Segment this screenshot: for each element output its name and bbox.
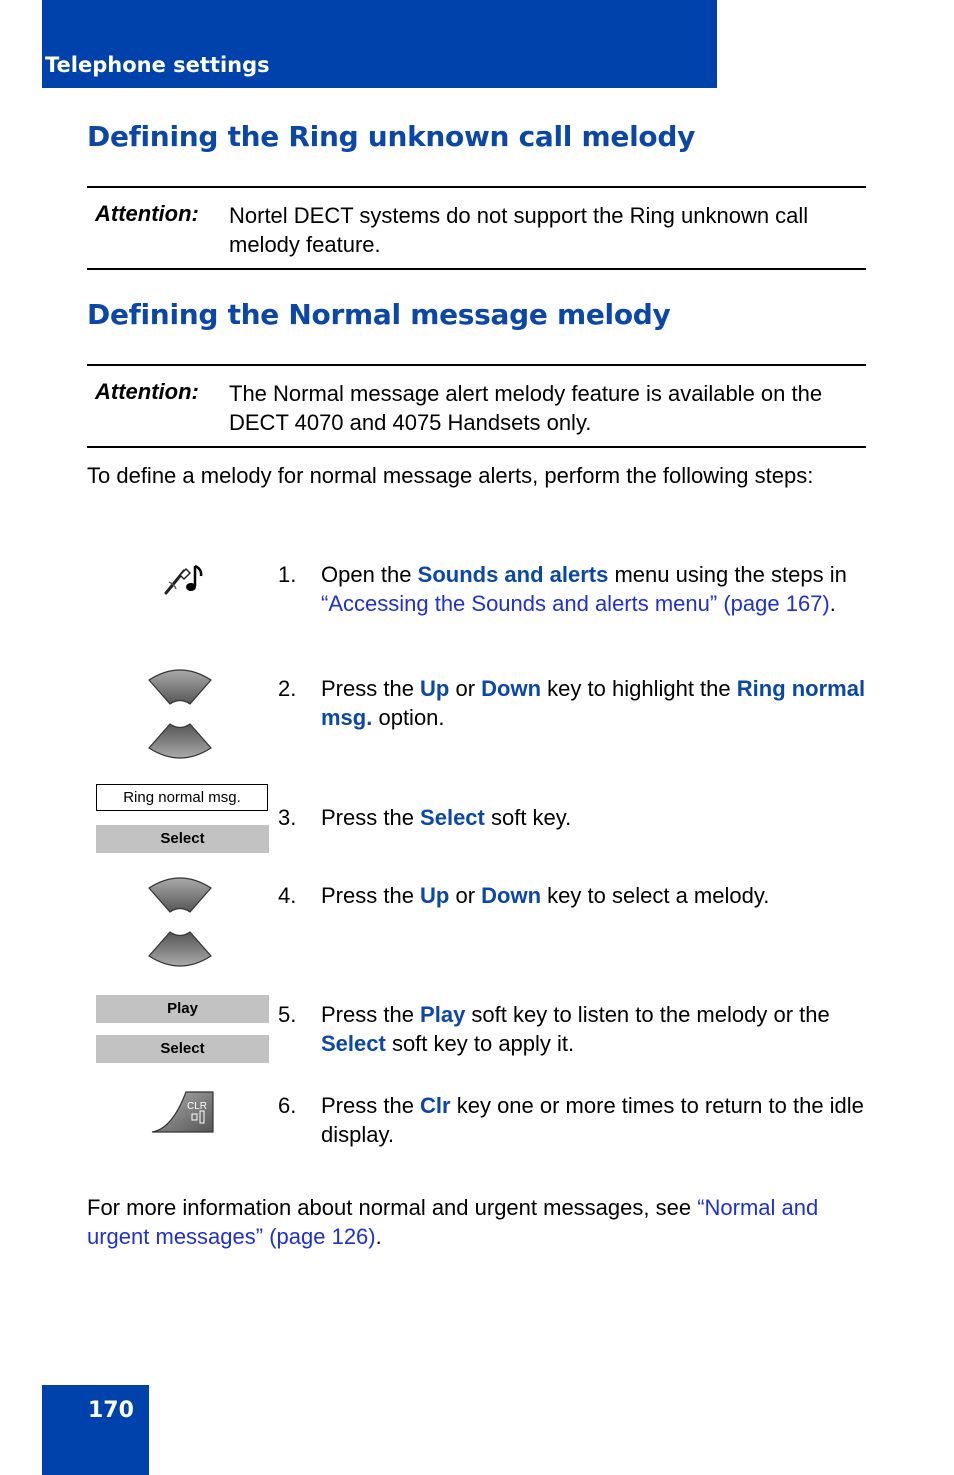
step-text: Press the Select soft key. <box>321 805 572 830</box>
clear-key-icon <box>150 1089 216 1135</box>
sounds-alerts-icon <box>160 562 206 598</box>
step-text: Press the Play soft key to listen to the melody or the Select soft key to apply it. <box>321 1002 830 1056</box>
navigation-up-down-key-icon <box>146 664 214 764</box>
divider <box>87 186 866 188</box>
select-softkey[interactable]: Select <box>96 825 269 853</box>
step-number: 3. <box>278 805 297 830</box>
step-number: 6. <box>278 1093 297 1118</box>
divider <box>87 446 866 448</box>
navigation-up-down-key-icon <box>146 872 214 972</box>
clear-key-label: CLR <box>186 1101 208 1112</box>
step-number: 2. <box>278 676 297 701</box>
more-info-paragraph: For more information about normal and urgent messages, see “Normal and urgent messages” (page 126). <box>87 1195 819 1249</box>
step-text: Open the Sounds and alerts menu using the steps in “Accessing the Sounds and alerts menu” (page 167). <box>321 562 847 616</box>
attention-label: Attention: <box>95 379 199 404</box>
display-line: Ring normal msg. <box>96 784 268 811</box>
section-title-normal-message: Defining the Normal message melody <box>87 298 671 331</box>
attention-label: Attention: <box>95 201 199 226</box>
attention-text: The Normal message alert melody feature is available on the DECT 4070 and 4075 Handsets only. <box>229 381 823 435</box>
divider <box>87 364 866 366</box>
link-accessing-sounds-alerts-menu[interactable]: “Accessing the Sounds and alerts menu” (page 167) <box>321 591 830 616</box>
divider <box>87 268 866 270</box>
link-normal-urgent-messages[interactable]: “Normal and urgent messages” (page 126) <box>87 1195 819 1249</box>
step-number: 1. <box>278 562 297 587</box>
step-text: Press the Up or Down key to select a melody. <box>321 883 770 908</box>
section-header: Telephone settings <box>45 53 270 77</box>
step-text: Press the Up or Down key to highlight the Ring normal msg. option. <box>321 676 866 730</box>
step-text: Press the Clr key one or more times to return to the idle display. <box>321 1093 864 1147</box>
page-number: 170 <box>88 1398 134 1423</box>
intro-paragraph: To define a melody for normal message alerts, perform the following steps: <box>87 463 814 488</box>
attention-text: Nortel DECT systems do not support the Ring unknown call melody feature. <box>229 203 809 257</box>
select-softkey[interactable]: Select <box>96 1035 269 1063</box>
step-number: 5. <box>278 1002 297 1027</box>
play-softkey[interactable]: Play <box>96 995 269 1023</box>
step-number: 4. <box>278 883 297 908</box>
section-title-ring-unknown: Defining the Ring unknown call melody <box>87 120 696 153</box>
